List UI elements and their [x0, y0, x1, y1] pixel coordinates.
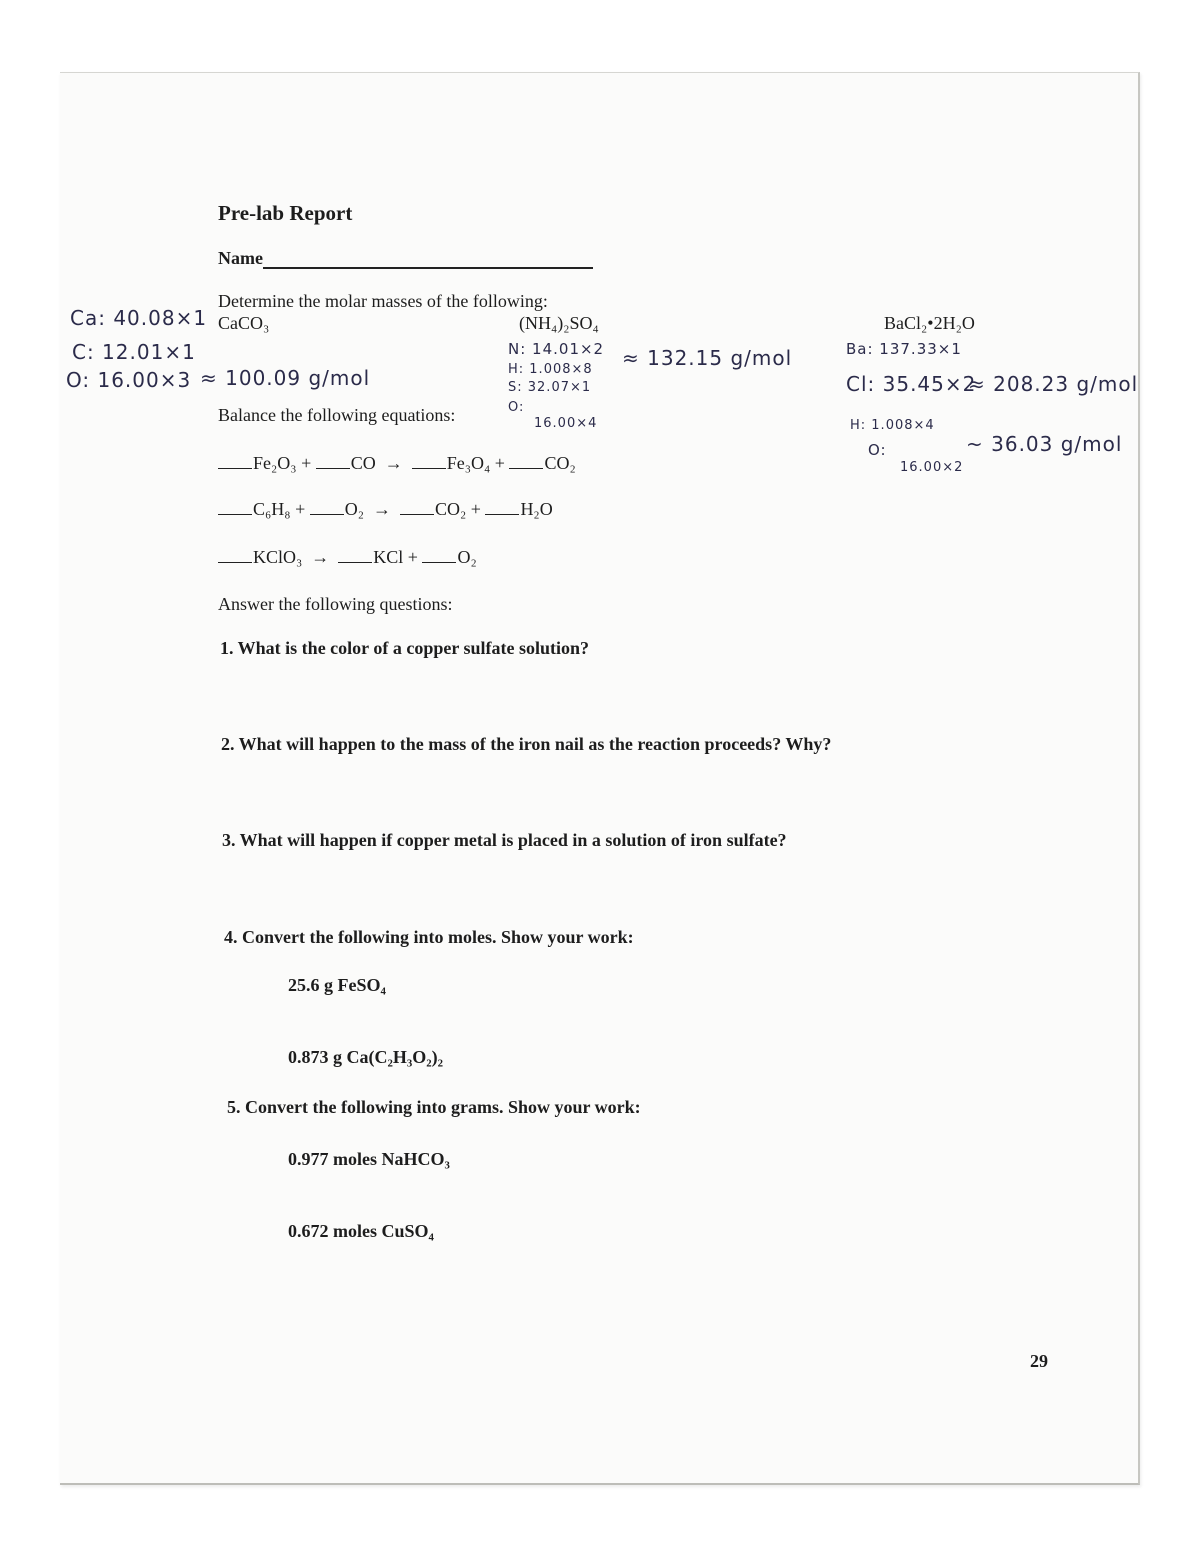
formula: KCl — [373, 547, 404, 567]
question-4: 4. Convert the following into moles. Show your work: — [224, 927, 634, 947]
balance-instruction: Balance the following equations: — [218, 405, 456, 425]
question-1: 1. What is the color of a copper sulfate solution? — [220, 638, 590, 658]
handwriting-n: N: 14.01×2 — [508, 340, 605, 358]
coefficient-blank — [218, 546, 252, 563]
handwriting-o-value: 16.00×4 — [534, 416, 598, 431]
handwriting-s: S: 32.07×1 — [508, 380, 592, 395]
questions-instruction: Answer the following questions: — [218, 594, 453, 614]
formula: CO — [350, 453, 376, 473]
plus-sign: + — [301, 453, 312, 473]
equation-3 — [218, 546, 477, 568]
formula: H₂O — [520, 499, 553, 519]
coefficient-blank — [422, 546, 456, 563]
handwriting-cl: Cl: 35.45×2 — [846, 372, 977, 396]
compound-bacl2: BaCl₂•2H₂O — [884, 313, 975, 333]
coefficient-blank — [338, 546, 372, 563]
coefficient-blank — [316, 452, 350, 469]
page-title: Pre-lab Report — [218, 201, 353, 225]
plus-sign: + — [407, 547, 418, 567]
question-3: 3. What will happen if copper metal is placed in a solution of iron sulfate? — [222, 830, 787, 850]
handwriting-h4: H: 1.008×4 — [850, 418, 935, 433]
plus-sign: + — [470, 499, 481, 519]
q5-item-2: 0.672 moles CuSO₄ — [288, 1221, 434, 1241]
compound-nh4so4: (NH₄)₂SO₄ — [519, 313, 599, 333]
handwriting-bacl2-result: ≈ 208.23 g/mol — [968, 372, 1139, 396]
formula: Fe₂O₃ — [253, 453, 297, 473]
handwriting-c: C: 12.01×1 — [72, 340, 196, 364]
reaction-arrow: → — [373, 499, 391, 519]
reaction-arrow: → — [384, 453, 403, 473]
name-line — [263, 249, 593, 269]
coefficient-blank — [310, 498, 344, 515]
handwriting-water-result: ~ 36.03 g/mol — [966, 432, 1123, 456]
equation-1 — [218, 452, 576, 474]
formula: Fe₃O₄ — [446, 453, 491, 473]
reaction-arrow: → — [311, 547, 330, 567]
q4-item-1: 25.6 g FeSO₄ — [288, 975, 386, 995]
coefficient-blank — [509, 452, 543, 469]
coefficient-blank — [400, 498, 434, 515]
question-2: 2. What will happen to the mass of the iron nail as the reaction proceeds? Why? — [221, 734, 832, 754]
handwriting-o2-value: 16.00×2 — [900, 460, 964, 475]
formula: O₂ — [457, 547, 477, 567]
equation-2 — [218, 498, 553, 520]
q5-item-1: 0.977 moles NaHCO₃ — [288, 1149, 450, 1169]
handwriting-nh4so4-result: ≈ 132.15 g/mol — [622, 346, 793, 370]
formula: KClO₃ — [253, 547, 303, 567]
formula: C₆H₈ — [253, 499, 291, 519]
handwriting-caco3-result: ≈ 100.09 g/mol — [200, 366, 371, 390]
coefficient-blank — [218, 452, 252, 469]
question-5: 5. Convert the following into grams. Show your work: — [227, 1097, 641, 1117]
plus-sign: + — [295, 499, 306, 519]
q4-item-2: 0.873 g Ca(C₂H₃O₂)₂ — [288, 1047, 444, 1067]
name-field — [218, 248, 593, 269]
name-label: Name — [218, 248, 263, 268]
handwriting-o-label: O: — [508, 400, 525, 415]
handwriting-ba: Ba: 137.33×1 — [846, 340, 962, 358]
formula: CO₂ — [435, 499, 467, 519]
page-number: 29 — [1030, 1351, 1048, 1371]
coefficient-blank — [412, 452, 446, 469]
handwriting-h: H: 1.008×8 — [508, 362, 593, 377]
compound-caco3: CaCO₃ — [218, 313, 270, 333]
handwriting-o2-label: O: — [868, 441, 887, 459]
formula: CO₂ — [544, 453, 576, 473]
coefficient-blank — [218, 498, 252, 515]
worksheet-page — [60, 72, 1140, 1485]
molar-mass-instruction: Determine the molar masses of the following: — [218, 291, 548, 311]
coefficient-blank — [485, 498, 519, 515]
formula: O₂ — [344, 499, 364, 519]
plus-sign: + — [494, 453, 505, 473]
handwriting-ca: Ca: 40.08×1 — [70, 306, 208, 330]
handwriting-o: O: 16.00×3 — [66, 368, 192, 392]
